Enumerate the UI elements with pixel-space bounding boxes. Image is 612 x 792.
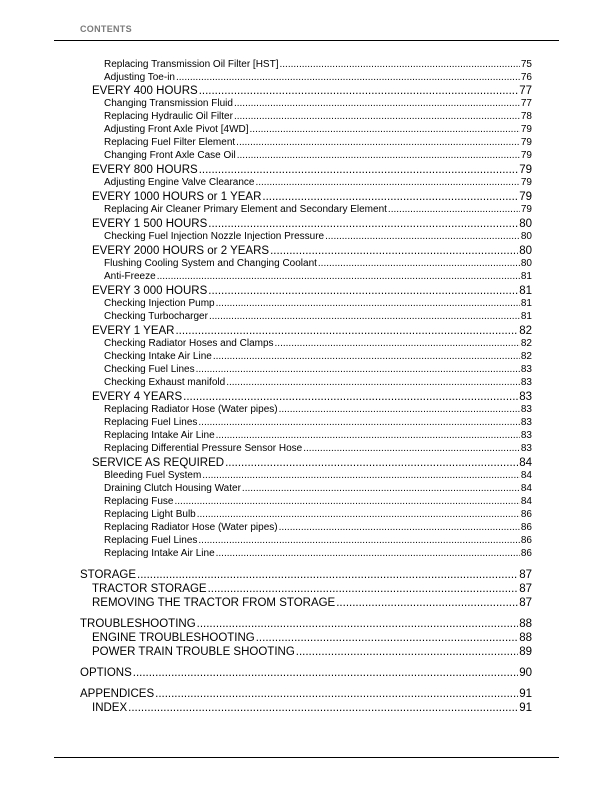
- toc-leader-dots: [216, 297, 520, 310]
- toc-entry[interactable]: [104, 310, 532, 323]
- toc-entry-title: Checking Intake Air Line: [104, 351, 212, 362]
- toc-leader-dots: [325, 230, 520, 243]
- toc-entry-title: INDEX: [92, 702, 128, 714]
- toc-entry-title: SERVICE AS REQUIRED: [92, 457, 225, 469]
- toc-entry-title: Replacing Fuel Lines: [104, 535, 198, 546]
- toc-entry[interactable]: [104, 547, 532, 560]
- toc-entry[interactable]: [92, 390, 532, 404]
- toc-entry-title: Checking Radiator Hoses and Clamps: [104, 338, 274, 349]
- toc-entry[interactable]: [104, 71, 532, 84]
- toc-entry-page-number: 86: [520, 548, 532, 559]
- toc-entry[interactable]: [92, 244, 532, 258]
- toc-leader-dots: [225, 456, 518, 470]
- toc-entry-page-number: 79: [520, 137, 532, 148]
- toc-entry-title: EVERY 3 000 HOURS: [92, 285, 208, 297]
- toc-entry[interactable]: [92, 582, 532, 596]
- toc-leader-dots: [198, 416, 519, 429]
- toc-entry[interactable]: [104, 376, 532, 389]
- toc-entry-title: Replacing Differential Pressure Sensor Hose: [104, 443, 303, 454]
- toc-entry[interactable]: [104, 230, 532, 243]
- toc-entry-title: Draining Clutch Housing Water: [104, 483, 241, 494]
- toc-entry-title: Checking Exhaust manifold: [104, 377, 226, 388]
- toc-entry-page-number: 81: [520, 311, 532, 322]
- toc-entry-page-number: 82: [520, 338, 532, 349]
- toc-entry-page-number: 86: [520, 535, 532, 546]
- toc-entry[interactable]: [104, 429, 532, 442]
- toc-entry-title: Replacing Fuel Lines: [104, 417, 198, 428]
- toc-entry-page-number: 84: [520, 470, 532, 481]
- toc-entry-title: APPENDICES: [80, 688, 155, 700]
- toc-entry[interactable]: [104, 136, 532, 149]
- toc-entry-page-number: 83: [520, 430, 532, 441]
- toc-leader-dots: [155, 687, 518, 701]
- toc-entry-page-number: 79: [519, 164, 532, 176]
- toc-entry-title: ENGINE TROUBLESHOOTING: [92, 632, 255, 644]
- toc-entry-page-number: 86: [520, 509, 532, 520]
- toc-entry-title: POWER TRAIN TROUBLE SHOOTING: [92, 646, 295, 658]
- toc-leader-dots: [303, 442, 520, 455]
- toc-leader-dots: [157, 270, 520, 283]
- toc-entry-page-number: 90: [519, 667, 532, 679]
- toc-leader-dots: [175, 324, 518, 338]
- toc-entry-page-number: 81: [520, 298, 532, 309]
- toc-leader-dots: [262, 190, 518, 204]
- toc-entry[interactable]: [92, 84, 532, 98]
- toc-entry-title: EVERY 1000 HOURS or 1 YEAR: [92, 191, 262, 203]
- toc-entry-title: EVERY 400 HOURS: [92, 85, 198, 97]
- toc-entry[interactable]: [104, 482, 532, 495]
- toc-leader-dots: [275, 337, 520, 350]
- toc-entry-page-number: 80: [520, 231, 532, 242]
- toc-entry[interactable]: [80, 568, 532, 582]
- toc-entry-title: Replacing Air Cleaner Primary Element and Secondary Element: [104, 204, 387, 215]
- toc-leader-dots: [208, 582, 519, 596]
- toc-entry[interactable]: [104, 508, 532, 521]
- page-header-title: CONTENTS: [80, 24, 132, 34]
- toc-leader-dots: [296, 645, 518, 659]
- toc-entry-page-number: 86: [520, 522, 532, 533]
- toc-entry[interactable]: [92, 701, 532, 715]
- toc-entry[interactable]: [104, 363, 532, 376]
- toc-leader-dots: [270, 244, 518, 258]
- toc-entry-page-number: 84: [519, 457, 532, 469]
- toc-entry-title: EVERY 2000 HOURS or 2 YEARS: [92, 245, 270, 257]
- toc-leader-dots: [128, 701, 518, 715]
- toc-entry[interactable]: [80, 687, 532, 701]
- toc-entry-page-number: 87: [519, 569, 532, 581]
- toc-leader-dots: [216, 547, 520, 560]
- toc-entry[interactable]: [92, 324, 532, 338]
- toc-leader-dots: [226, 376, 520, 389]
- toc-entry[interactable]: [104, 495, 532, 508]
- toc-entry-title: Replacing Radiator Hose (Water pipes): [104, 404, 278, 415]
- toc-entry-title: TROUBLESHOOTING: [80, 618, 196, 630]
- toc-entry-title: Checking Turbocharger: [104, 311, 208, 322]
- toc-entry-page-number: 78: [520, 111, 532, 122]
- toc-entry-page-number: 76: [520, 72, 532, 83]
- toc-leader-dots: [255, 176, 519, 189]
- toc-entry-page-number: 77: [519, 85, 532, 97]
- toc-entry-page-number: 81: [520, 271, 532, 282]
- toc-leader-dots: [250, 123, 520, 136]
- toc-entry-title: EVERY 4 YEARS: [92, 391, 183, 403]
- toc-leader-dots: [197, 617, 519, 631]
- toc-entry-page-number: 83: [520, 417, 532, 428]
- toc-entry[interactable]: [92, 645, 532, 659]
- toc-leader-dots: [280, 58, 520, 71]
- toc-entry[interactable]: [104, 469, 532, 482]
- toc-entry-title: Replacing Transmission Oil Filter [HST]: [104, 59, 279, 70]
- toc-entry[interactable]: [104, 176, 532, 189]
- toc-leader-dots: [279, 403, 520, 416]
- toc-entry-title: STORAGE: [80, 569, 137, 581]
- toc-entry-title: Changing Front Axle Case Oil: [104, 150, 236, 161]
- toc-entry[interactable]: [80, 617, 532, 631]
- toc-entry[interactable]: [92, 456, 532, 470]
- toc-entry[interactable]: [104, 97, 532, 110]
- toc-entry[interactable]: [104, 110, 532, 123]
- toc-entry-title: Checking Fuel Injection Nozzle Injection Pressure: [104, 231, 325, 242]
- toc-entry[interactable]: [92, 217, 532, 231]
- toc-leader-dots: [236, 136, 520, 149]
- toc-entry-page-number: 87: [519, 583, 532, 595]
- toc-entry-page-number: 80: [520, 258, 532, 269]
- toc-entry-title: Anti-Freeze: [104, 271, 156, 282]
- toc-entry-title: Adjusting Toe-in: [104, 72, 175, 83]
- toc-entry-page-number: 83: [520, 404, 532, 415]
- toc-entry-title: Replacing Light Bulb: [104, 509, 196, 520]
- toc-entry-title: REMOVING THE TRACTOR FROM STORAGE: [92, 597, 336, 609]
- toc-entry[interactable]: [92, 631, 532, 645]
- toc-entry-page-number: 79: [520, 204, 532, 215]
- toc-leader-dots: [208, 217, 518, 231]
- toc-entry-title: EVERY 1 YEAR: [92, 325, 175, 337]
- toc-leader-dots: [336, 596, 518, 610]
- toc-leader-dots: [199, 163, 519, 177]
- footer-rule: [54, 757, 559, 758]
- toc-entry-page-number: 75: [520, 59, 532, 70]
- toc-entry-title: Replacing Fuse: [104, 496, 174, 507]
- toc-entry[interactable]: [104, 297, 532, 310]
- toc-leader-dots: [209, 310, 520, 323]
- toc-entry-page-number: 83: [520, 364, 532, 375]
- toc-entry-page-number: 83: [520, 377, 532, 388]
- toc-leader-dots: [202, 469, 520, 482]
- toc-entry-page-number: 79: [520, 150, 532, 161]
- toc-entry-page-number: 77: [520, 98, 532, 109]
- toc-entry-title: EVERY 1 500 HOURS: [92, 218, 208, 230]
- toc-entry[interactable]: [104, 123, 532, 136]
- toc-leader-dots: [137, 568, 518, 582]
- toc-entry-page-number: 83: [519, 391, 532, 403]
- toc-leader-dots: [174, 495, 519, 508]
- toc-entry-page-number: 88: [519, 632, 532, 644]
- toc-entry[interactable]: [104, 337, 532, 350]
- toc-entry-page-number: 79: [519, 191, 532, 203]
- toc-leader-dots: [234, 97, 520, 110]
- toc-leader-dots: [234, 110, 520, 123]
- toc-leader-dots: [208, 284, 518, 298]
- toc-entry-page-number: 91: [519, 702, 532, 714]
- toc-entry-page-number: 82: [519, 325, 532, 337]
- toc-entry-title: TRACTOR STORAGE: [92, 583, 207, 595]
- toc-entry-title: Replacing Intake Air Line: [104, 430, 215, 441]
- toc-leader-dots: [279, 521, 520, 534]
- toc-entry-title: OPTIONS: [80, 667, 132, 679]
- toc-leader-dots: [237, 149, 520, 162]
- toc-entry-page-number: 80: [519, 218, 532, 230]
- toc-entry[interactable]: [104, 534, 532, 547]
- toc-entry[interactable]: [92, 284, 532, 298]
- toc-leader-dots: [196, 363, 520, 376]
- toc-leader-dots: [256, 631, 518, 645]
- toc-leader-dots: [318, 257, 520, 270]
- toc-entry-page-number: 88: [519, 618, 532, 630]
- toc-leader-dots: [242, 482, 520, 495]
- toc-entry-page-number: 84: [520, 483, 532, 494]
- toc-entry-page-number: 82: [520, 351, 532, 362]
- toc-entry-title: Checking Fuel Lines: [104, 364, 195, 375]
- toc-entry-title: EVERY 800 HOURS: [92, 164, 198, 176]
- toc-leader-dots: [199, 84, 519, 98]
- toc-leader-dots: [197, 508, 520, 521]
- toc-entry[interactable]: [92, 190, 532, 204]
- toc-entry-title: Adjusting Engine Valve Clearance: [104, 177, 255, 188]
- toc-entry-title: Changing Transmission Fluid: [104, 98, 233, 109]
- toc-leader-dots: [133, 666, 518, 680]
- toc-entry-page-number: 89: [519, 646, 532, 658]
- toc-entry-page-number: 83: [520, 443, 532, 454]
- toc-entry[interactable]: [104, 257, 532, 270]
- toc-entry-title: Replacing Radiator Hose (Water pipes): [104, 522, 278, 533]
- toc-entry-page-number: 81: [519, 285, 532, 297]
- toc-entry[interactable]: [92, 596, 532, 610]
- toc-leader-dots: [183, 390, 518, 404]
- toc-entry-title: Flushing Cooling System and Changing Coolant: [104, 258, 317, 269]
- toc-entry-title: Bleeding Fuel System: [104, 470, 202, 481]
- toc-entry-title: Replacing Hydraulic Oil Filter: [104, 111, 233, 122]
- toc-entry-page-number: 87: [519, 597, 532, 609]
- toc-leader-dots: [176, 71, 520, 84]
- toc-leader-dots: [198, 534, 519, 547]
- toc-leader-dots: [213, 350, 520, 363]
- toc-entry[interactable]: [104, 521, 532, 534]
- toc-entry[interactable]: [104, 203, 532, 216]
- toc-entry-title: Checking Injection Pump: [104, 298, 215, 309]
- toc-leader-dots: [216, 429, 520, 442]
- toc-leader-dots: [388, 203, 520, 216]
- toc-entry[interactable]: [104, 58, 532, 71]
- toc-entry-page-number: 79: [520, 124, 532, 135]
- toc-entry[interactable]: [104, 403, 532, 416]
- toc-entry[interactable]: [92, 163, 532, 177]
- toc-entry-title: Replacing Intake Air Line: [104, 548, 215, 559]
- toc-entry[interactable]: [104, 149, 532, 162]
- toc-entry-title: Adjusting Front Axle Pivot [4WD]: [104, 124, 249, 135]
- toc-entry-page-number: 80: [519, 245, 532, 257]
- toc-entry-page-number: 84: [520, 496, 532, 507]
- toc-entry[interactable]: [104, 270, 532, 283]
- toc-entry-page-number: 79: [520, 177, 532, 188]
- toc-entry-title: Replacing Fuel Filter Element: [104, 137, 236, 148]
- toc-entry[interactable]: [104, 442, 532, 455]
- toc-entry[interactable]: [80, 666, 532, 680]
- toc-entry[interactable]: [104, 350, 532, 363]
- toc-entry-page-number: 91: [519, 688, 532, 700]
- toc-entry[interactable]: [104, 416, 532, 429]
